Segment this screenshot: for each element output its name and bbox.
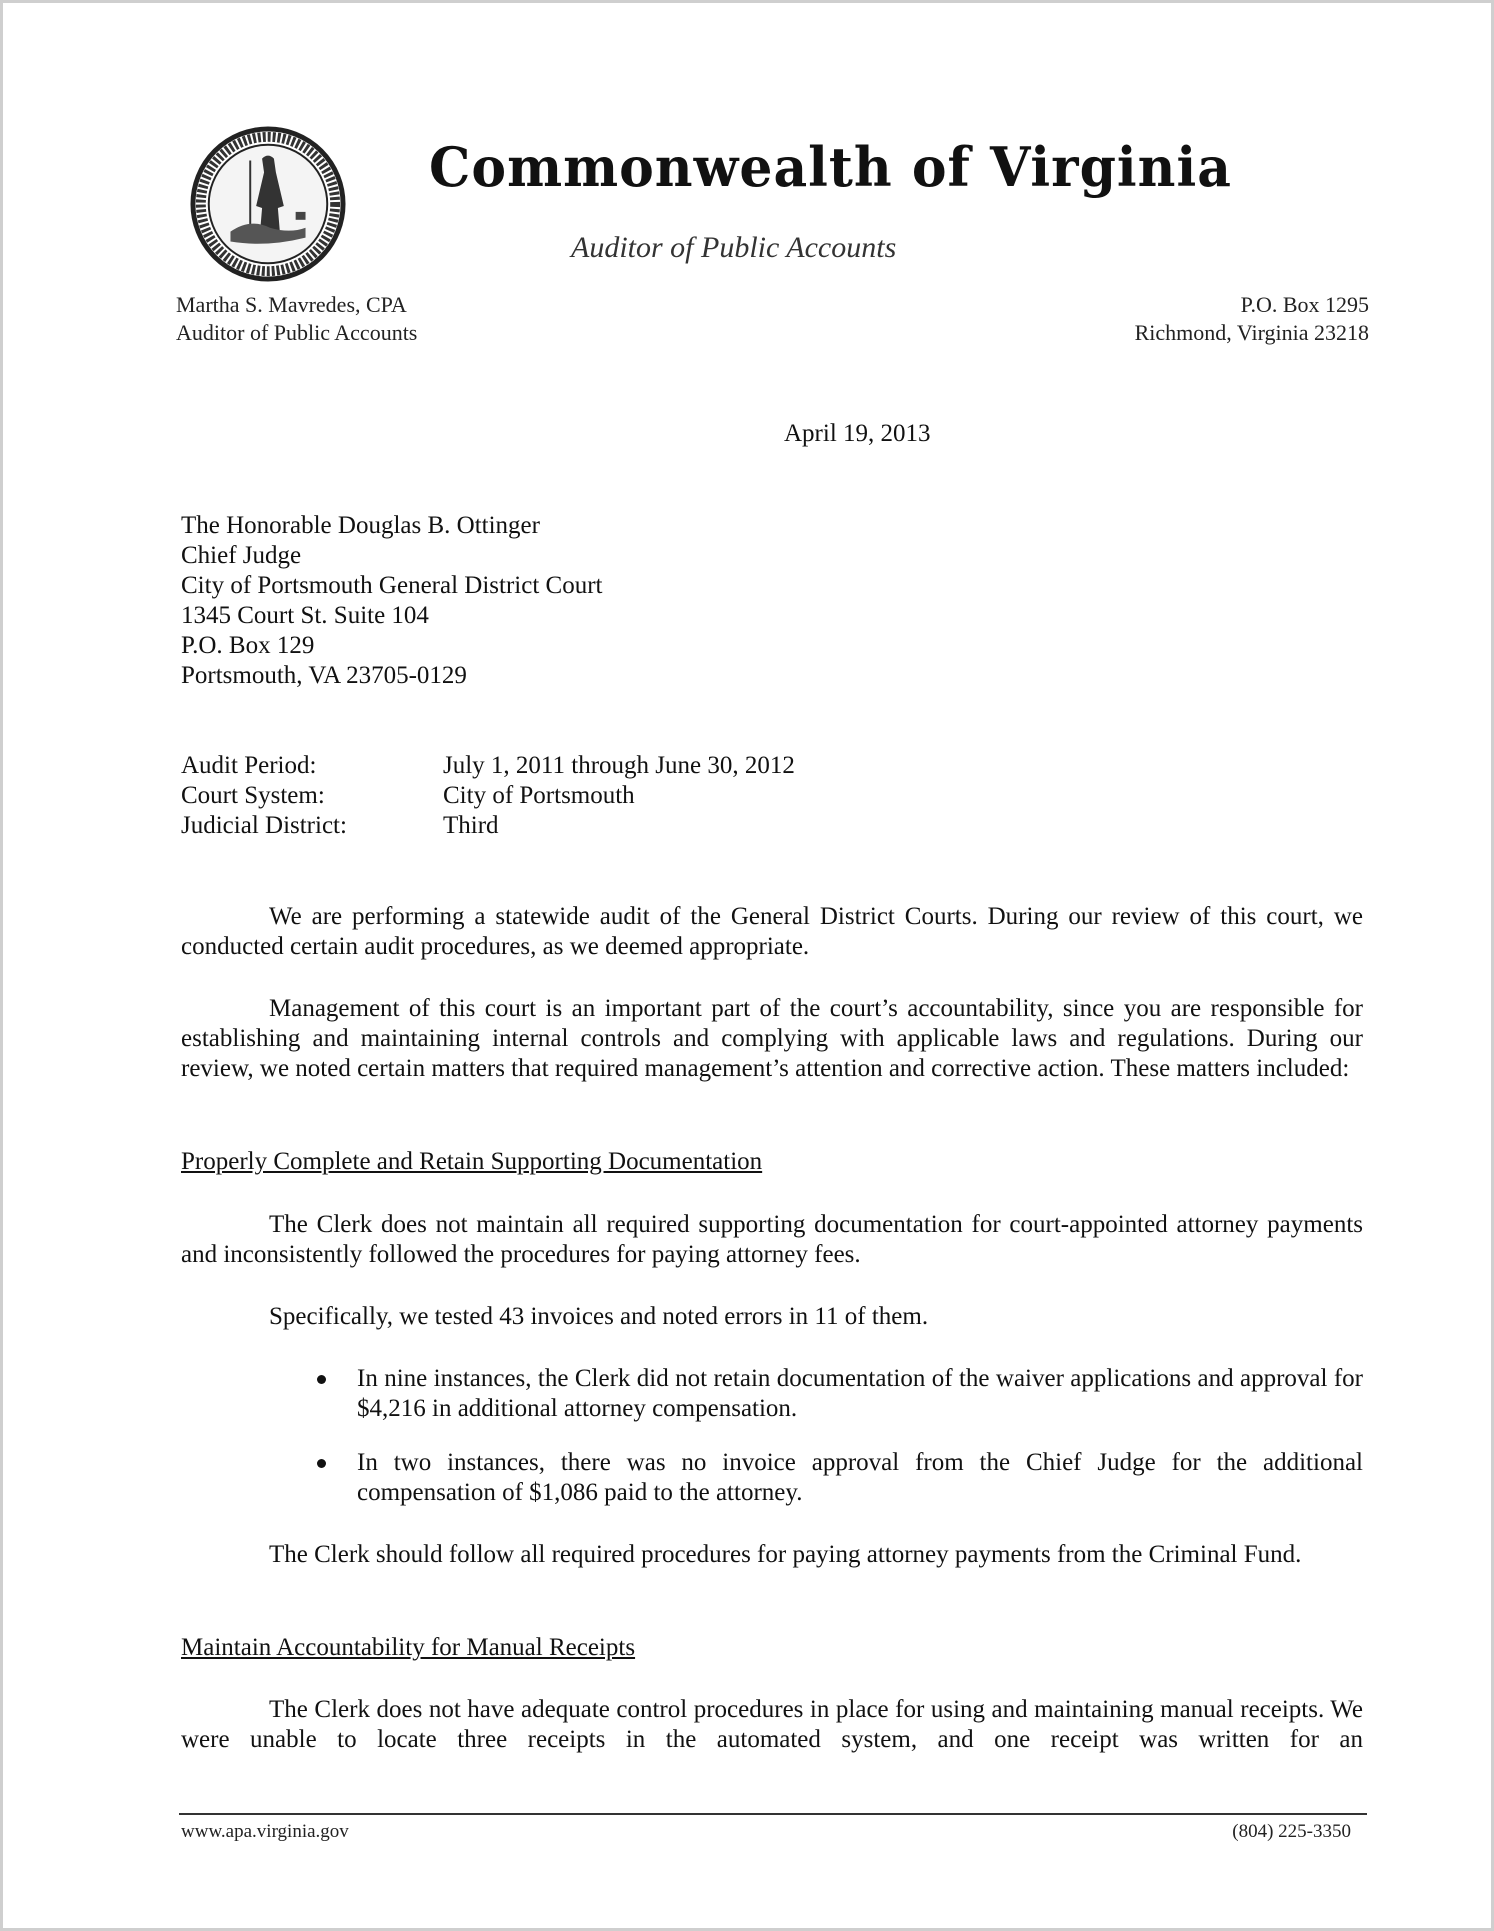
bullet-icon [317,1375,326,1384]
recipient-line: City of Portsmouth General District Court [181,572,603,599]
footer-phone: (804) 225-3350 [1232,1821,1351,1842]
audit-info-value: July 1, 2011 through June 30, 2012 [443,752,795,779]
audit-info-value: Third [443,812,499,839]
office-po-box: P.O. Box 1295 [1240,292,1369,317]
audit-info-label: Judicial District: [181,812,347,839]
audit-info [181,751,795,841]
audit-info-row [181,781,795,811]
finding-text: In two instances, there was no invoice approval from the Chief Judge for the additional compensation of $1,086 paid to the attorney. [357,1449,1363,1506]
testing-paragraph: Specifically, we tested 43 invoices and noted errors in 11 of them. [269,1303,929,1330]
recommendation-paragraph: The Clerk should follow all required procedures for paying attorney payments from the Criminal Fund. [269,1541,1302,1568]
letterhead-subtitle: Auditor of Public Accounts [571,231,897,264]
recipient-line: Chief Judge [181,542,302,569]
receipts-paragraph: The Clerk does not have adequate control procedures in place for using and maintaining manual receipts. We were unable to locate three receipts in the automated system, and one receipt was written for an [181,1696,1363,1753]
letter-page [3,3,1491,1928]
auditor-title: Auditor of Public Accounts [176,320,418,345]
auditor-name: Martha S. Mavredes, CPA [176,292,407,317]
section-heading-documentation: Properly Complete and Retain Supporting Documentation [181,1148,763,1175]
office-city: Richmond, Virginia 23218 [1134,320,1369,345]
letterhead-title: Commonwealth of Virginia [429,135,1232,200]
audit-info-row [181,811,795,841]
intro-paragraph: We are performing a statewide audit of the General District Courts. During our review of this court, we conducted certain audit procedures, as we deemed appropriate. [181,903,1363,960]
audit-info-label: Court System: [181,782,325,809]
recipient-line: The Honorable Douglas B. Ottinger [181,512,540,539]
virginia-state-seal-icon [189,125,347,283]
documentation-paragraph: The Clerk does not maintain all required supporting documentation for court-appointed attorney payments and inconsistently followed the procedures for paying attorney fees. [181,1211,1363,1268]
footer-divider [179,1813,1367,1815]
section-heading-receipts: Maintain Accountability for Manual Receipts [181,1634,636,1661]
finding-item [303,1448,1363,1508]
recipient-line: Portsmouth, VA 23705-0129 [181,662,467,689]
audit-info-label: Audit Period: [181,752,317,779]
findings-list [303,1364,1363,1532]
management-paragraph: Management of this court is an important part of the court’s accountability, since you are responsible for establishing and maintaining internal controls and complying with applicable laws and regulations. During our review, we noted certain matters that required management’s attention and corrective action. These matters included: [181,995,1363,1082]
recipient-line: 1345 Court St. Suite 104 [181,602,429,629]
office-address-block [1135,291,1369,347]
recipient-address [181,511,602,691]
letter-date: April 19, 2013 [784,420,931,447]
audit-info-row [181,751,795,781]
bullet-icon [317,1459,326,1468]
footer-website-link[interactable]: www.apa.virginia.gov [181,1821,349,1842]
auditor-block [176,291,417,347]
finding-text: In nine instances, the Clerk did not retain documentation of the waiver applications and approval for $4,216 in additional attorney compensation. [357,1365,1363,1422]
recipient-line: P.O. Box 129 [181,632,315,659]
finding-item [303,1364,1363,1424]
audit-info-value: City of Portsmouth [443,782,635,809]
